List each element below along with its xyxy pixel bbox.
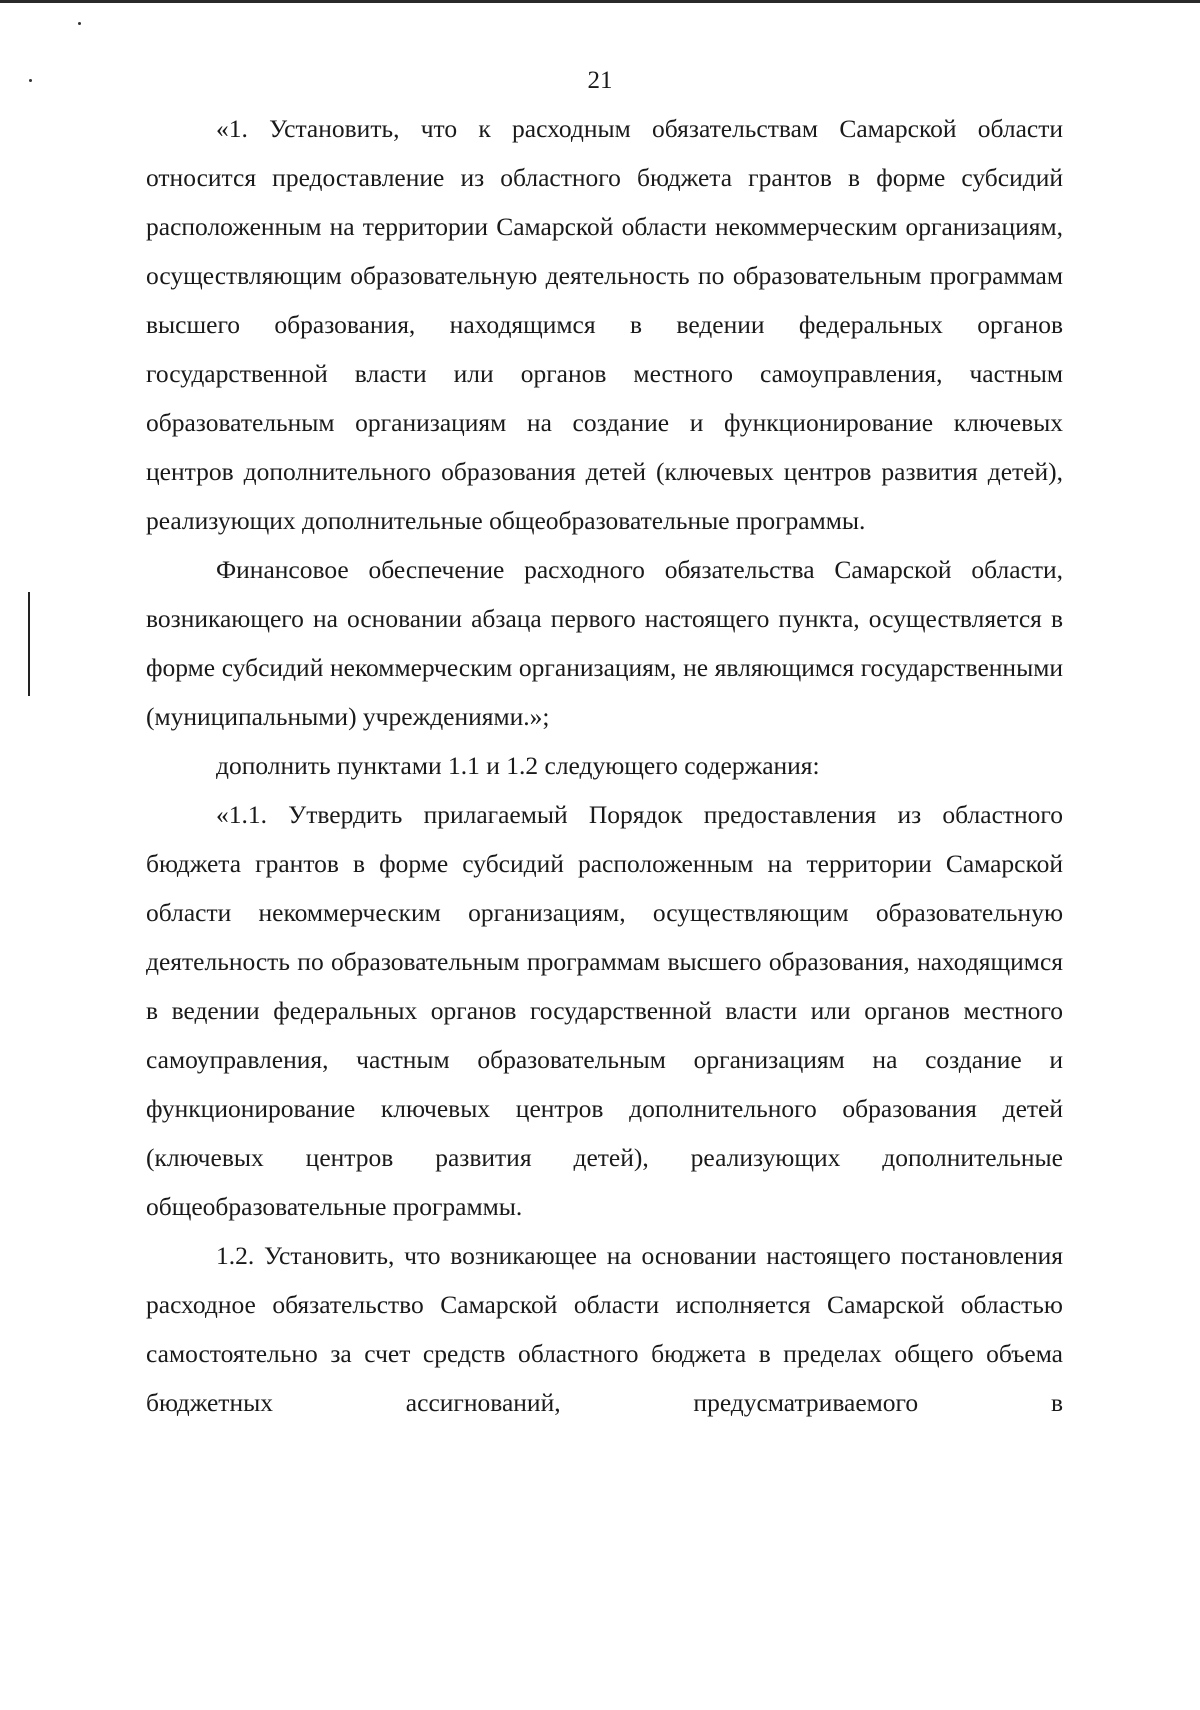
top-border-line (0, 0, 1200, 3)
paragraph-3: дополнить пунктами 1.1 и 1.2 следующего содержания: (216, 751, 820, 780)
scan-speck (78, 22, 81, 25)
page-number: 21 (587, 67, 613, 94)
document-body (146, 104, 1063, 1427)
paragraph-1: «1. Установить, что к расходным обязательствам Самарской области относится предоставление из областного бюджета грантов в форме субсидий расположенным на территории Самарской области некоммерческим организациям, осуществляющим образовательную деятельность по образовательным программам высшего образования, находящимся в ведении федеральных органов государственной власти или органов местного самоуправления, частным образовательным организациям на создание и функционирование ключевых центров дополнительного образования детей (ключевых центров развития детей), реализующих дополнительные общеобразовательные программы. (146, 114, 1063, 535)
margin-mark (28, 592, 30, 696)
paragraph-4: «1.1. Утвердить прилагаемый Порядок предоставления из областного бюджета грантов в форме субсидий расположенным на территории Самарской области некоммерческим организациям, осуществляющим образовательную деятельность по образовательным программам высшего образования, находящимся в ведении федеральных органов государственной власти или органов местного самоуправления, частным образовательным организациям на создание и функционирование ключевых центров дополнительного образования детей (ключевых центров развития детей), реализующих дополнительные общеобразовательные программы. (146, 800, 1063, 1221)
paragraph-2: Финансовое обеспечение расходного обязательства Самарской области, возникающего на основании абзаца первого настоящего пункта, осуществляется в форме субсидий некоммерческим организациям, не являющимся государственными (муниципальными) учреждениями.»; (146, 555, 1063, 731)
paragraph-5: 1.2. Установить, что возникающее на основании настоящего постановления расходное обязательство Самарской области исполняется Самарской областью самостоятельно за счет средств областного бюджета в пределах общего объема бюджетных ассигнований, предусматриваемого в (146, 1241, 1063, 1417)
